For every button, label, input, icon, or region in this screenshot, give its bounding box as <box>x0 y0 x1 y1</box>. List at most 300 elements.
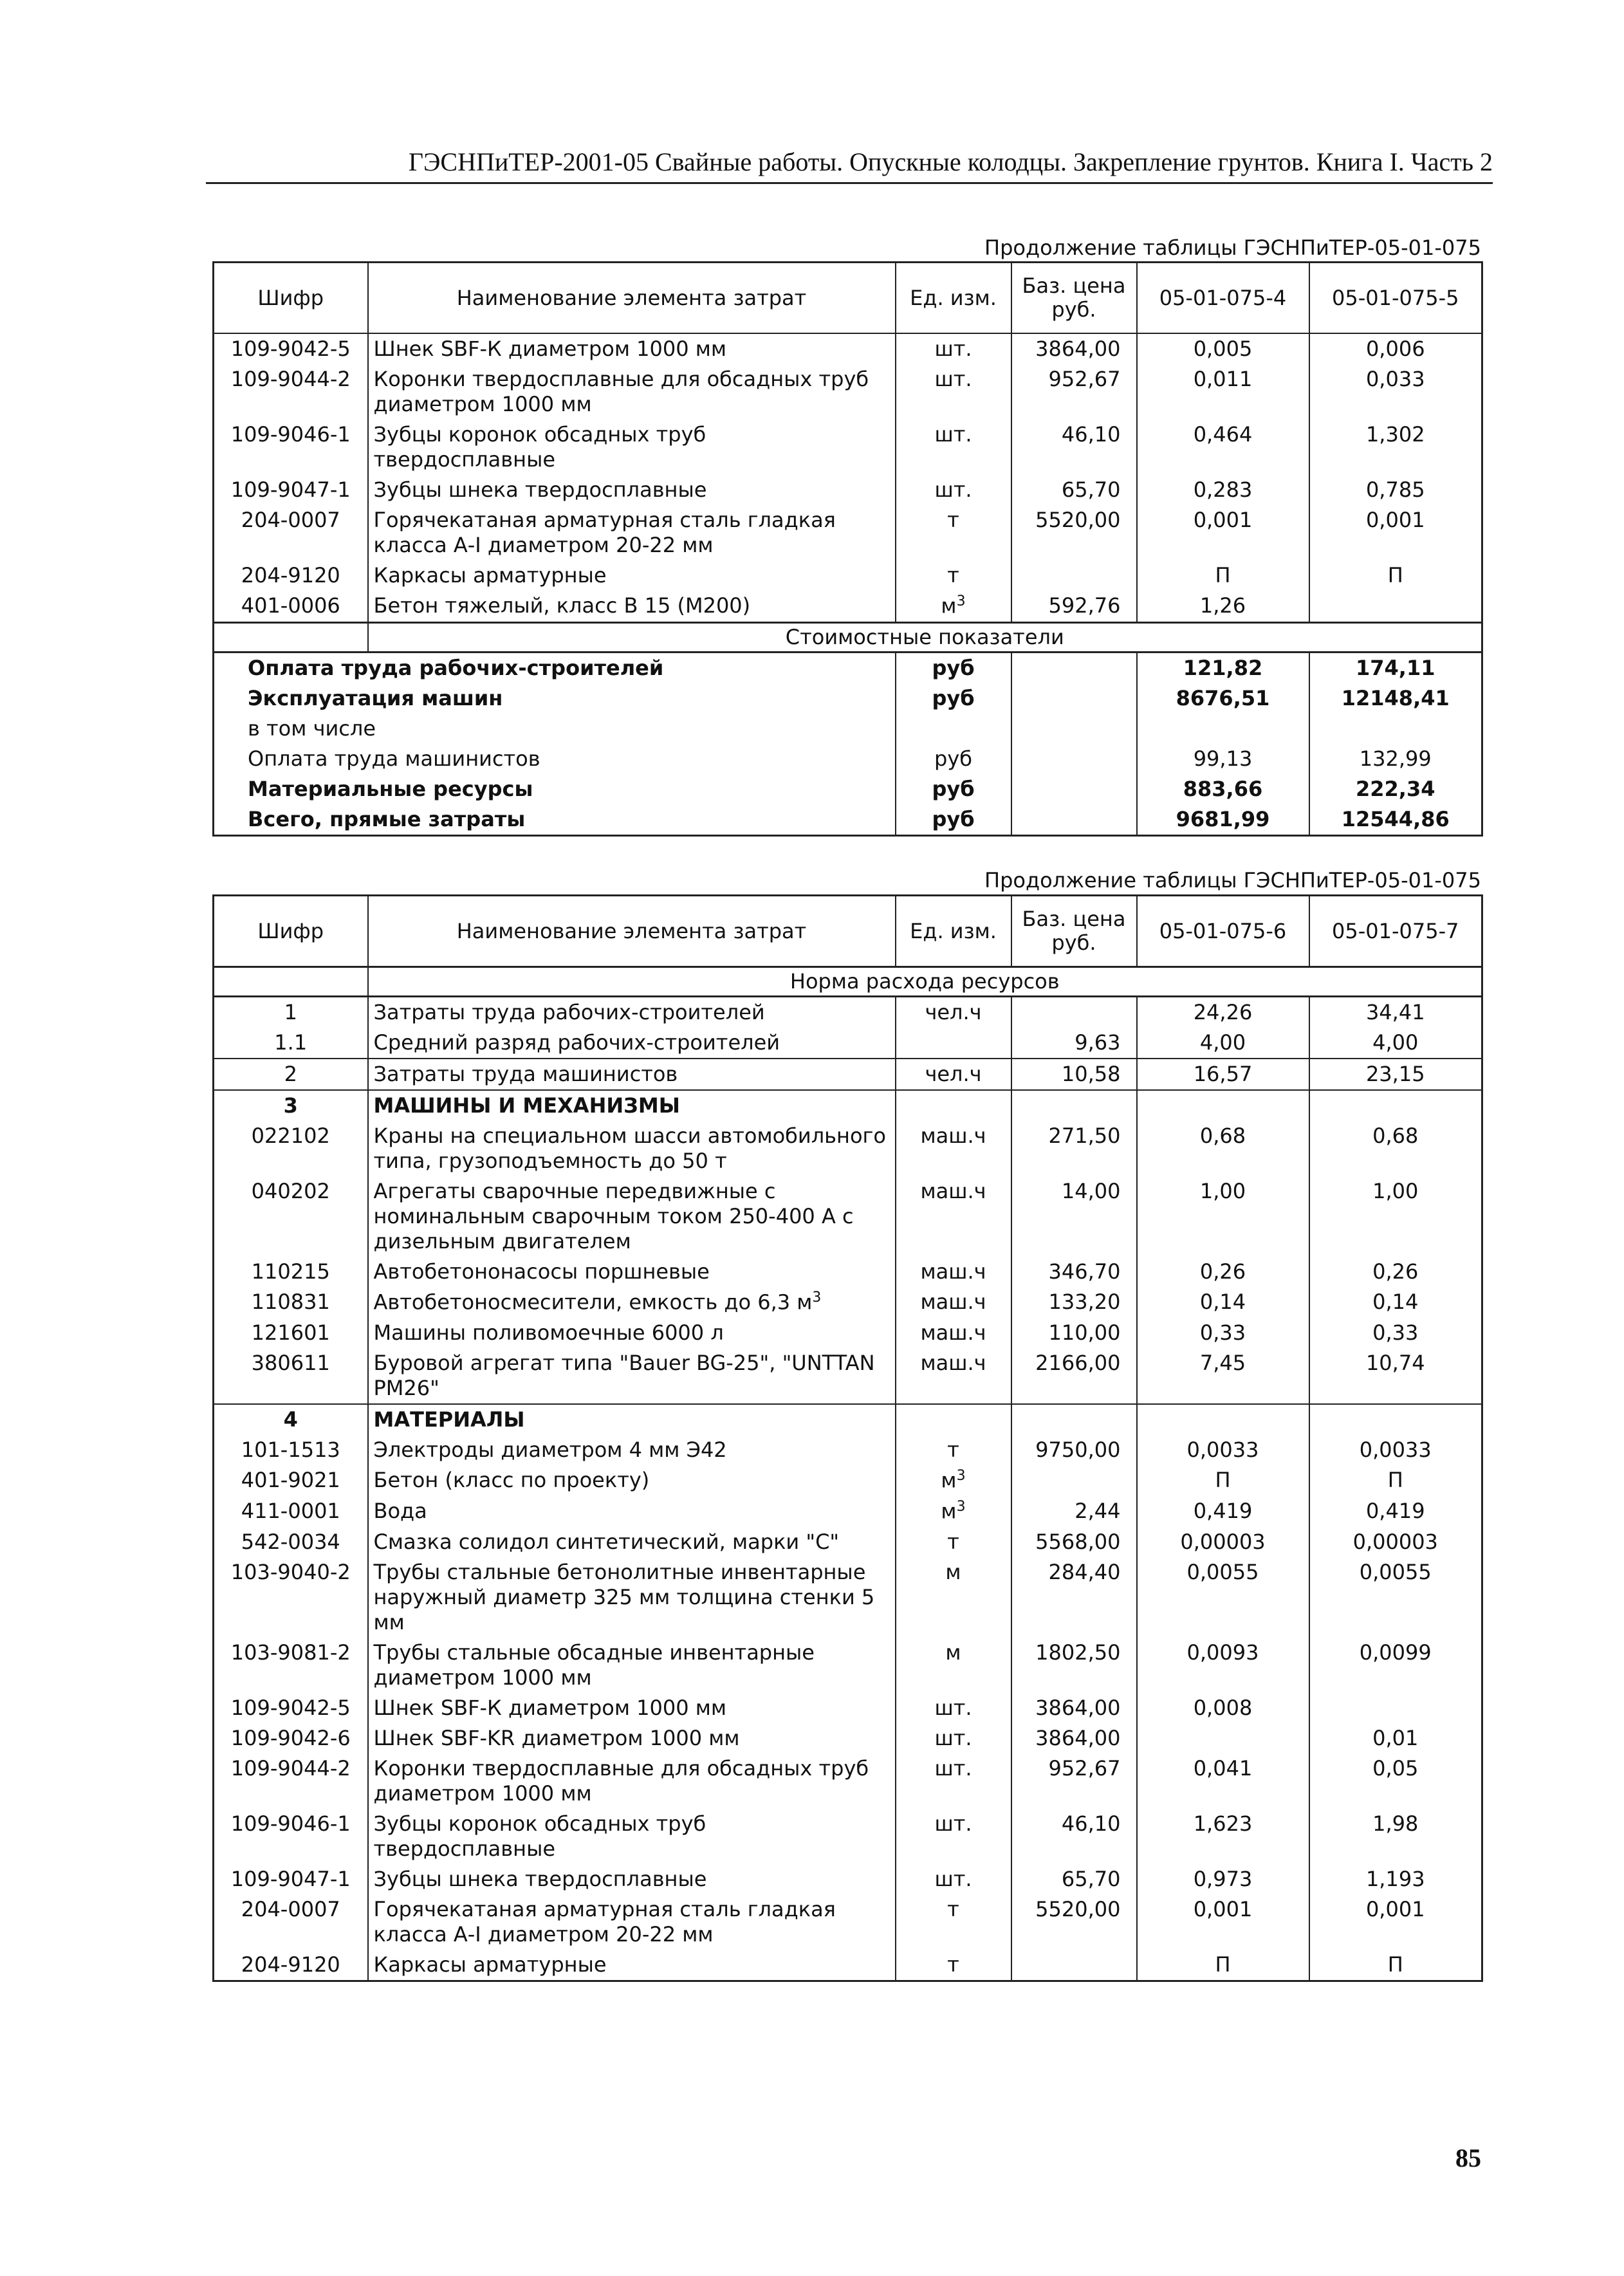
summary-row <box>214 774 1482 804</box>
cell-unit-text: т <box>947 563 959 588</box>
table-row <box>214 1028 1482 1059</box>
cell-unit <box>896 560 1011 591</box>
cell-norm-1-text: 0,68 <box>1199 1124 1246 1149</box>
table1-body <box>214 333 1482 622</box>
table-row <box>214 475 1482 505</box>
table2-caption: Продолжение таблицы ГЭСНПиТЕР-05-01-075 <box>984 868 1481 893</box>
cell-norm-1 <box>1137 560 1309 591</box>
cell-norm-1-text: 0,011 <box>1193 367 1253 392</box>
cell-norm-2-text: 0,26 <box>1372 1259 1419 1284</box>
cell-name-text: Вода <box>373 1498 427 1523</box>
summary-norm-1-text: 9681,99 <box>1176 807 1270 832</box>
cell-code-text: 542-0034 <box>241 1529 340 1554</box>
summary-norm-1 <box>1137 774 1309 804</box>
summary-row <box>214 744 1482 774</box>
summary-norm-2 <box>1309 804 1482 836</box>
summary-label-text: Эксплуатация машин <box>248 686 503 711</box>
cell-name-text: Зубцы шнека твердосплавные <box>373 1866 707 1891</box>
cell-norm-1-text: 1,623 <box>1193 1811 1253 1836</box>
cell-code-text: 204-0007 <box>241 508 340 533</box>
cell-code-text: 1.1 <box>274 1030 308 1055</box>
cell-code <box>214 1894 368 1950</box>
col-header-name: Наименование элемента затрат <box>368 263 896 334</box>
cell-norm-2-text: 1,00 <box>1372 1179 1419 1204</box>
cell-price <box>1011 1059 1137 1090</box>
cell-norm-2 <box>1309 1809 1482 1864</box>
cell-code <box>214 1465 368 1496</box>
table-row <box>214 1496 1482 1527</box>
col-header-unit: Ед. изм. <box>896 263 1011 334</box>
summary-label <box>214 804 896 836</box>
cell-name-text: Агрегаты сварочные передвижные с номинальным сварочным током 250-400 А с дизельным двигателем <box>373 1179 854 1254</box>
cell-unit <box>896 1809 1011 1864</box>
cell-price-text: 14,00 <box>1061 1179 1121 1204</box>
cell-name <box>368 1028 896 1059</box>
col-header-price: Баз. цена руб. <box>1011 263 1137 334</box>
cell-norm-2-text: П <box>1387 563 1403 588</box>
cell-name <box>368 420 896 475</box>
cell-norm-2-text: 0,05 <box>1372 1755 1419 1781</box>
cell-code <box>214 1693 368 1723</box>
summary-norm-2 <box>1309 652 1482 684</box>
cell-unit <box>896 1894 1011 1950</box>
cell-code-text: 411-0001 <box>241 1498 340 1523</box>
cell-norm-2 <box>1309 1496 1482 1527</box>
cell-unit-text: маш.ч <box>920 1351 986 1376</box>
cell-unit <box>896 420 1011 475</box>
cell-norm-1 <box>1137 1404 1309 1435</box>
cell-unit <box>896 1090 1011 1121</box>
cell-name-text: МАШИНЫ И МЕХАНИЗМЫ <box>373 1093 680 1118</box>
cell-name-text: Зубцы шнека твердосплавные <box>373 477 707 503</box>
col-header-name: Наименование элемента затрат <box>368 896 896 967</box>
cell-norm-1-text: 4,00 <box>1199 1030 1246 1055</box>
cell-price <box>1011 560 1137 591</box>
cell-price <box>1011 364 1137 420</box>
cell-code <box>214 1059 368 1090</box>
cell-name-text: Автобетононасосы поршневые <box>373 1259 710 1284</box>
cell-name-text: Шнек SBF-К диаметром 1000 мм <box>373 337 727 361</box>
cell-code <box>214 420 368 475</box>
cell-norm-1-text: П <box>1215 563 1231 588</box>
summary-unit <box>896 683 1011 714</box>
table1-summary <box>214 652 1482 836</box>
cell-price-text: 3864,00 <box>1035 337 1121 361</box>
cell-norm-1-text: 0,14 <box>1199 1290 1246 1315</box>
cell-norm-1-text: 0,973 <box>1193 1866 1253 1891</box>
cell-unit <box>896 1465 1011 1496</box>
summary-price <box>1011 744 1137 774</box>
summary-label-text: Оплата труда машинистов <box>248 746 540 772</box>
cell-norm-2-text: 0,68 <box>1372 1124 1419 1149</box>
cell-name <box>368 591 896 622</box>
cell-price-text: 46,10 <box>1061 422 1121 447</box>
cell-name <box>368 475 896 505</box>
cell-code <box>214 1318 368 1348</box>
cell-norm-2 <box>1309 1723 1482 1753</box>
cell-unit <box>896 1059 1011 1090</box>
cell-norm-1-text: 0,33 <box>1199 1320 1246 1346</box>
cell-name-text: Бетон (класс по проекту) <box>373 1468 650 1493</box>
cell-unit-text: м <box>945 1559 961 1584</box>
table1-band <box>214 622 1482 652</box>
cell-code <box>214 1404 368 1435</box>
cell-unit <box>896 1753 1011 1809</box>
cell-unit <box>896 475 1011 505</box>
cell-code-text: 101-1513 <box>241 1438 340 1463</box>
table1 <box>212 261 1483 837</box>
table-row <box>214 1557 1482 1638</box>
cell-code <box>214 1753 368 1809</box>
cell-price-text: 271,50 <box>1048 1124 1121 1149</box>
summary-unit-text: руб <box>932 686 975 711</box>
cell-norm-2 <box>1309 1090 1482 1121</box>
cell-code <box>214 1557 368 1638</box>
cell-name-text: Средний разряд рабочих-строителей <box>373 1030 780 1055</box>
cell-norm-1 <box>1137 1723 1309 1753</box>
summary-unit <box>896 714 1011 744</box>
cell-unit <box>896 1404 1011 1435</box>
table-row <box>214 1176 1482 1257</box>
cell-norm-1 <box>1137 1753 1309 1809</box>
cell-code-text: 121601 <box>251 1320 330 1346</box>
summary-label <box>214 652 896 684</box>
summary-label <box>214 744 896 774</box>
summary-label-text: в том числе <box>248 716 376 741</box>
cell-name <box>368 1257 896 1287</box>
cell-name <box>368 1435 896 1465</box>
cell-name-text: МАТЕРИАЛЫ <box>373 1407 525 1432</box>
cell-norm-2 <box>1309 1121 1482 1176</box>
cell-name-superscript: 3 <box>812 1290 822 1306</box>
cell-name-text: Зубцы коронок обсадных труб твердосплавные <box>373 422 706 472</box>
cell-norm-2-text: 0,14 <box>1372 1290 1419 1315</box>
cell-price <box>1011 1404 1137 1435</box>
cell-norm-2 <box>1309 591 1482 622</box>
cell-norm-1-text: 0,464 <box>1193 422 1253 447</box>
cell-unit-text: шт. <box>934 1866 972 1891</box>
cell-norm-1-text: 0,001 <box>1193 508 1253 533</box>
cell-code-text: 103-9081-2 <box>230 1640 351 1665</box>
col-header-norm-6: 05-01-075-6 <box>1137 896 1309 967</box>
cell-price-text: 110,00 <box>1048 1320 1121 1346</box>
table-row <box>214 1121 1482 1176</box>
cell-unit-text: шт. <box>934 1755 972 1781</box>
cell-norm-2-text: 0,0099 <box>1359 1640 1432 1665</box>
col-header-code: Шифр <box>214 263 368 334</box>
cell-code-text: 110215 <box>251 1259 330 1284</box>
cell-name <box>368 1638 896 1693</box>
table-row <box>214 560 1482 591</box>
summary-norm-1 <box>1137 683 1309 714</box>
cell-name-text: Шнек SBF-К диаметром 1000 мм <box>373 1695 727 1720</box>
cell-norm-1-text: 0,0093 <box>1186 1640 1259 1665</box>
band-label: Стоимостные показатели <box>368 622 1482 652</box>
cell-norm-1-text: 0,283 <box>1193 477 1253 503</box>
cell-norm-2 <box>1309 1950 1482 1981</box>
cell-code-text: 109-9047-1 <box>230 1866 351 1891</box>
cell-norm-2-text: 0,006 <box>1365 337 1425 361</box>
cell-unit-text: м <box>941 593 957 618</box>
cell-norm-2 <box>1309 364 1482 420</box>
cell-norm-1-text: 1,00 <box>1199 1179 1246 1204</box>
cell-name <box>368 333 896 364</box>
cell-unit-text: т <box>947 1438 959 1463</box>
cell-price <box>1011 1121 1137 1176</box>
table-row <box>214 333 1482 364</box>
cell-unit <box>896 1318 1011 1348</box>
cell-norm-2 <box>1309 1435 1482 1465</box>
table2-body <box>214 997 1482 1981</box>
cell-price-text: 5568,00 <box>1035 1529 1121 1554</box>
col-header-price: Баз. цена руб. <box>1011 896 1137 967</box>
cell-price <box>1011 1894 1137 1950</box>
cell-price <box>1011 1028 1137 1059</box>
cell-price-text: 2,44 <box>1075 1498 1121 1523</box>
table1-caption: Продолжение таблицы ГЭСНПиТЕР-05-01-075 <box>984 236 1481 260</box>
cell-code-text: 1 <box>284 1000 297 1025</box>
cell-name-text: Трубы стальные бетонолитные инвентарные наружный диаметр 325 мм толщина стенки 5 мм <box>373 1559 875 1634</box>
cell-code <box>214 475 368 505</box>
cell-unit-text: шт. <box>934 337 972 361</box>
cell-unit-text: шт. <box>934 1725 972 1750</box>
cell-unit <box>896 1693 1011 1723</box>
cell-code-text: 401-0006 <box>241 593 340 618</box>
cell-code <box>214 1287 368 1318</box>
col-header-norm-7: 05-01-075-7 <box>1309 896 1482 967</box>
cell-price-text: 9,63 <box>1075 1030 1121 1055</box>
cell-unit <box>896 1348 1011 1404</box>
cell-name-text: Электроды диаметром 4 мм Э42 <box>373 1438 727 1463</box>
cell-code <box>214 1723 368 1753</box>
cell-code <box>214 1527 368 1557</box>
cell-code <box>214 1809 368 1864</box>
cell-norm-1 <box>1137 1059 1309 1090</box>
cell-unit <box>896 364 1011 420</box>
cell-code-text: 022102 <box>251 1124 330 1149</box>
cell-price-text: 284,40 <box>1048 1559 1121 1584</box>
summary-unit-text: руб <box>932 807 975 832</box>
cell-norm-2-text: П <box>1387 1952 1403 1977</box>
cell-price-text: 5520,00 <box>1035 508 1121 533</box>
cell-name-text: Горячекатаная арматурная сталь гладкая класса А-I диаметром 20-22 мм <box>373 508 836 558</box>
table1-header-row <box>214 263 1482 334</box>
cell-norm-2 <box>1309 560 1482 591</box>
cell-norm-1 <box>1137 1496 1309 1527</box>
cell-price <box>1011 420 1137 475</box>
cell-norm-2-text: 0,001 <box>1365 1896 1425 1921</box>
cell-norm-1 <box>1137 1693 1309 1723</box>
cell-code-text: 109-9042-5 <box>230 1695 351 1720</box>
table-row <box>214 1527 1482 1557</box>
summary-norm-1-text: 99,13 <box>1193 746 1253 772</box>
cell-norm-1 <box>1137 333 1309 364</box>
table-row <box>214 1435 1482 1465</box>
cell-norm-1 <box>1137 1028 1309 1059</box>
summary-norm-2 <box>1309 683 1482 714</box>
cell-norm-2-text: 23,15 <box>1365 1062 1425 1087</box>
cell-norm-1-text: 0,005 <box>1193 337 1253 361</box>
cell-norm-1 <box>1137 1257 1309 1287</box>
cell-norm-1-text: П <box>1215 1468 1231 1493</box>
cell-norm-1 <box>1137 1809 1309 1864</box>
table-row <box>214 997 1482 1028</box>
summary-label <box>214 774 896 804</box>
cell-norm-1 <box>1137 364 1309 420</box>
summary-norm-1 <box>1137 714 1309 744</box>
cell-name <box>368 1090 896 1121</box>
col-header-code: Шифр <box>214 896 368 967</box>
cell-norm-1 <box>1137 1638 1309 1693</box>
cell-unit <box>896 1527 1011 1557</box>
cell-code-text: 4 <box>283 1407 298 1432</box>
table-row <box>214 1864 1482 1894</box>
cell-norm-1 <box>1137 997 1309 1028</box>
cell-name <box>368 997 896 1028</box>
summary-row <box>214 652 1482 684</box>
cell-norm-2-text: 0,0033 <box>1359 1438 1432 1463</box>
summary-unit <box>896 804 1011 836</box>
cell-name-text: Краны на специальном шасси автомобильного типа, грузоподъемность до 50 т <box>373 1124 886 1174</box>
cell-norm-1-text: 0,001 <box>1193 1896 1253 1921</box>
cell-norm-2-text: 10,74 <box>1365 1351 1425 1376</box>
summary-price <box>1011 774 1137 804</box>
cell-norm-2-text: 0,785 <box>1365 477 1425 503</box>
cell-name <box>368 1527 896 1557</box>
cell-name <box>368 1693 896 1723</box>
cell-unit-text: маш.ч <box>920 1259 986 1284</box>
cell-unit <box>896 1723 1011 1753</box>
cell-norm-1-text: 1,26 <box>1199 593 1246 618</box>
cell-name-text: Коронки твердосплавные для обсадных труб диаметром 1000 мм <box>373 367 869 417</box>
cell-price-text: 2166,00 <box>1035 1351 1121 1376</box>
cell-code-text: 204-9120 <box>241 1952 340 1977</box>
cell-norm-2 <box>1309 1864 1482 1894</box>
summary-label <box>214 683 896 714</box>
summary-norm-2-text: 12148,41 <box>1341 686 1450 711</box>
cell-norm-1 <box>1137 475 1309 505</box>
cell-norm-1 <box>1137 591 1309 622</box>
cell-price-text: 1802,50 <box>1035 1640 1121 1665</box>
cell-unit-superscript: 3 <box>956 593 966 610</box>
cell-price <box>1011 1638 1137 1693</box>
table-row <box>214 1894 1482 1950</box>
cell-unit <box>896 1028 1011 1059</box>
cell-code-text: 109-9046-1 <box>230 1811 351 1836</box>
page-number: 85 <box>1455 2143 1481 2172</box>
cell-unit-text: м <box>941 1468 957 1493</box>
cell-norm-2 <box>1309 333 1482 364</box>
cell-code-text: 109-9042-5 <box>230 337 351 361</box>
cell-price-text: 10,58 <box>1061 1062 1121 1087</box>
cell-price-text: 46,10 <box>1061 1811 1121 1836</box>
cell-code <box>214 1864 368 1894</box>
cell-unit <box>896 1557 1011 1638</box>
cell-code <box>214 997 368 1028</box>
table-row <box>214 1723 1482 1753</box>
cell-name-text: Зубцы коронок обсадных труб твердосплавные <box>373 1811 706 1861</box>
table-row <box>214 1950 1482 1981</box>
cell-norm-2 <box>1309 1176 1482 1257</box>
cell-norm-2 <box>1309 1028 1482 1059</box>
cell-code-text: 204-0007 <box>241 1896 340 1921</box>
cell-code <box>214 1348 368 1404</box>
cell-name <box>368 1121 896 1176</box>
cell-price <box>1011 1287 1137 1318</box>
cell-name-text: Трубы стальные обсадные инвентарные диаметром 1000 мм <box>373 1640 815 1690</box>
cell-norm-1-text: 0,0033 <box>1186 1438 1259 1463</box>
cell-code-text: 103-9040-2 <box>230 1559 351 1584</box>
cell-norm-1-text: 16,57 <box>1193 1062 1253 1087</box>
cell-norm-2 <box>1309 475 1482 505</box>
band-label: Норма расхода ресурсов <box>368 967 1482 997</box>
cell-norm-2 <box>1309 1894 1482 1950</box>
cell-unit <box>896 1257 1011 1287</box>
summary-unit-text: руб <box>932 777 975 802</box>
cell-name <box>368 1318 896 1348</box>
cell-norm-1-text: 0,26 <box>1199 1259 1246 1284</box>
cell-unit-text: чел.ч <box>925 1062 982 1087</box>
cell-norm-2 <box>1309 1287 1482 1318</box>
cell-unit-text: т <box>947 1952 959 1977</box>
cell-norm-1 <box>1137 1121 1309 1176</box>
cell-unit-text: маш.ч <box>920 1179 986 1204</box>
cell-price <box>1011 591 1137 622</box>
cell-norm-1-text: 7,45 <box>1199 1351 1246 1376</box>
cell-norm-2 <box>1309 1638 1482 1693</box>
band-row <box>214 967 1482 997</box>
cell-code-text: 109-9042-6 <box>230 1725 351 1750</box>
cell-norm-1 <box>1137 1465 1309 1496</box>
cell-code <box>214 1257 368 1287</box>
cell-name <box>368 1496 896 1527</box>
cell-price <box>1011 1809 1137 1864</box>
cell-name-text: Коронки твердосплавные для обсадных труб диаметром 1000 мм <box>373 1755 869 1806</box>
cell-norm-1 <box>1137 1950 1309 1981</box>
cell-price <box>1011 1723 1137 1753</box>
cell-name <box>368 1176 896 1257</box>
cell-norm-1-text: 0,0055 <box>1186 1559 1259 1584</box>
cell-unit <box>896 333 1011 364</box>
cell-name <box>368 1753 896 1809</box>
page-header: ГЭСНПиТЕР-2001-05 Свайные работы. Опускные колодцы. Закрепление грунтов. Книга I. Часть 2 <box>206 147 1493 184</box>
cell-price <box>1011 1496 1137 1527</box>
cell-unit <box>896 1287 1011 1318</box>
cell-norm-2 <box>1309 420 1482 475</box>
summary-unit-text: руб <box>934 746 972 772</box>
cell-norm-1 <box>1137 1894 1309 1950</box>
cell-price-text: 346,70 <box>1048 1259 1121 1284</box>
cell-name <box>368 1404 896 1435</box>
cell-unit-text: м <box>945 1640 961 1665</box>
cell-norm-2 <box>1309 1059 1482 1090</box>
cell-code-text: 109-9047-1 <box>230 477 351 503</box>
cell-name <box>368 1950 896 1981</box>
cell-unit <box>896 505 1011 560</box>
cell-price <box>1011 1864 1137 1894</box>
cell-price-text: 65,70 <box>1061 1866 1121 1891</box>
table-row <box>214 505 1482 560</box>
cell-code <box>214 1638 368 1693</box>
table-row <box>214 591 1482 622</box>
summary-label <box>214 714 896 744</box>
cell-norm-2-text: 1,98 <box>1372 1811 1419 1836</box>
cell-unit <box>896 997 1011 1028</box>
cell-code-text: 109-9044-2 <box>230 367 351 392</box>
summary-unit <box>896 744 1011 774</box>
summary-price <box>1011 683 1137 714</box>
cell-norm-1-text: 0,008 <box>1193 1695 1253 1720</box>
